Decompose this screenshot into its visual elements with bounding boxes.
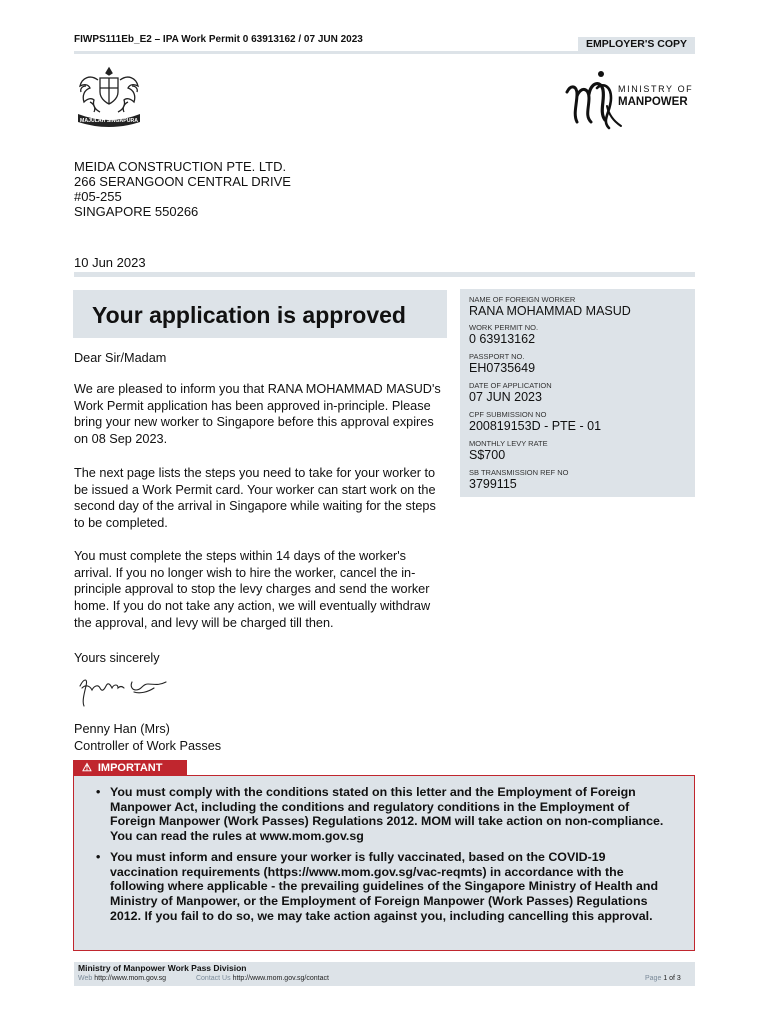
important-item xyxy=(96,785,676,844)
footer-contact-label: Contact Us xyxy=(195,975,231,982)
important-item-text: You must inform and ensure your worker is fully vaccinated, based on the COVID-19 vaccination requirements (https://www.mom.gov.sg/vac-reqmts) in accordance with the following where applicable - the prevailing guidelines of the Singapore Ministry of Health and Ministry of Manpower, or the Employment of Foreign Manpower (Work Passes) Regulations 2012. If you fail to do so, we may take action against you, including cancelling this approval. xyxy=(110,850,659,923)
crest-motto: MAJULAH SINGAPURA xyxy=(80,118,138,124)
info-label: CPF SUBMISSION NO xyxy=(469,410,547,419)
important-tab xyxy=(73,760,187,776)
document-reference: FIWPS111Eb_E2 – IPA Work Permit 0 63913162 / 07 JUN 2023 xyxy=(74,34,363,45)
ministry-of-manpower-logo-icon xyxy=(563,70,698,130)
important-item-text: You must comply with the conditions stated on this letter and the Employment of Foreign Manpower Act, including the conditions and regulatory conditions in the Employment of Foreign Manpower (Work Passes) Regulations 2012. MOM will take action on non-compliance. You can read the rules at www.mom.gov.sg xyxy=(110,785,664,844)
footer-web-link[interactable]: http://www.mom.gov.sg xyxy=(94,975,167,982)
info-value: 0 63913162 xyxy=(469,332,536,346)
info-cpf-submission-no xyxy=(469,410,601,433)
signer-title: Controller of Work Passes xyxy=(74,739,222,753)
signer-name: Penny Han (Mrs) xyxy=(74,722,170,736)
letter-date: 10 Jun 2023 xyxy=(74,255,146,270)
bullet-icon: • xyxy=(96,785,101,799)
address-line1: 266 SERANGOON CENTRAL DRIVE xyxy=(74,174,291,189)
ministry-logo-line2: MANPOWER xyxy=(618,96,688,108)
info-sb-transmission-ref xyxy=(469,468,568,491)
address-company: MEIDA CONSTRUCTION PTE. LTD. xyxy=(74,159,287,174)
header-divider xyxy=(74,51,695,54)
info-label: NAME OF FOREIGN WORKER xyxy=(469,295,576,304)
info-value: 3799115 xyxy=(469,477,517,491)
important-item xyxy=(96,850,676,924)
info-label: WORK PERMIT NO. xyxy=(469,323,539,332)
info-value: S$700 xyxy=(469,448,506,462)
info-passport-no xyxy=(469,352,535,375)
page-label: Page xyxy=(645,975,662,982)
page-title: Your application is approved xyxy=(92,302,406,328)
page-number: 1 of 3 xyxy=(663,975,681,982)
info-label: SB TRANSMISSION REF NO xyxy=(469,468,569,477)
paragraph-next-steps: The next page lists the steps you need to take for your worker to be issued a Work Permit card. Your worker can start work on the second day of the arrival in Singapore while waiting for the steps to be completed. xyxy=(74,466,436,531)
paragraph-deadline: You must complete the steps within 14 days of the worker's arrival. If you no longer wish to hire the worker, cancel the in-principle approval to stop the levy charges and send the worker home. If you do not take any action, we will eventually withdraw the approval, and levy will be charged till then. xyxy=(74,549,431,630)
ministry-logo-line1: MINISTRY OF xyxy=(618,84,694,94)
info-monthly-levy-rate xyxy=(469,439,548,462)
address-line3: SINGAPORE 550266 xyxy=(74,204,199,219)
salutation: Dear Sir/Madam xyxy=(74,351,167,365)
important-label: IMPORTANT xyxy=(97,762,163,774)
info-value: EH0735649 xyxy=(469,361,536,375)
info-value: 200819153D - PTE - 01 xyxy=(469,419,602,433)
footer-organization: Ministry of Manpower Work Pass Division xyxy=(78,963,247,973)
info-date-of-application xyxy=(469,381,552,404)
footer-contact-link[interactable]: http://www.mom.gov.sg/contact xyxy=(232,975,329,982)
info-value: RANA MOHAMMAD MASUD xyxy=(469,304,631,318)
info-value: 07 JUN 2023 xyxy=(469,390,542,404)
footer-web-label: Web xyxy=(78,975,93,982)
section-divider xyxy=(74,272,695,277)
copy-label: EMPLOYER'S COPY xyxy=(578,37,695,51)
paragraph-approval: We are pleased to inform you that RANA MOHAMMAD MASUD's Work Permit application has been approved in-principle. Please bring your new worker to Singapore before this approval expires on 08 Sep 2023. xyxy=(74,382,441,447)
info-label: PASSPORT NO. xyxy=(469,352,525,361)
info-label: MONTHLY LEVY RATE xyxy=(469,439,548,448)
info-label: DATE OF APPLICATION xyxy=(469,381,552,390)
closing: Yours sincerely xyxy=(74,651,160,665)
info-worker-name xyxy=(469,295,631,318)
bullet-icon: • xyxy=(96,850,101,864)
signature-icon xyxy=(74,664,174,710)
footer-links xyxy=(78,975,329,982)
page-indicator xyxy=(645,975,681,982)
address-line2: #05-255 xyxy=(74,189,122,204)
singapore-crest-icon xyxy=(72,64,146,128)
info-work-permit-no xyxy=(469,323,538,346)
warning-icon: ⚠ xyxy=(82,762,92,774)
recipient-address xyxy=(74,159,291,219)
